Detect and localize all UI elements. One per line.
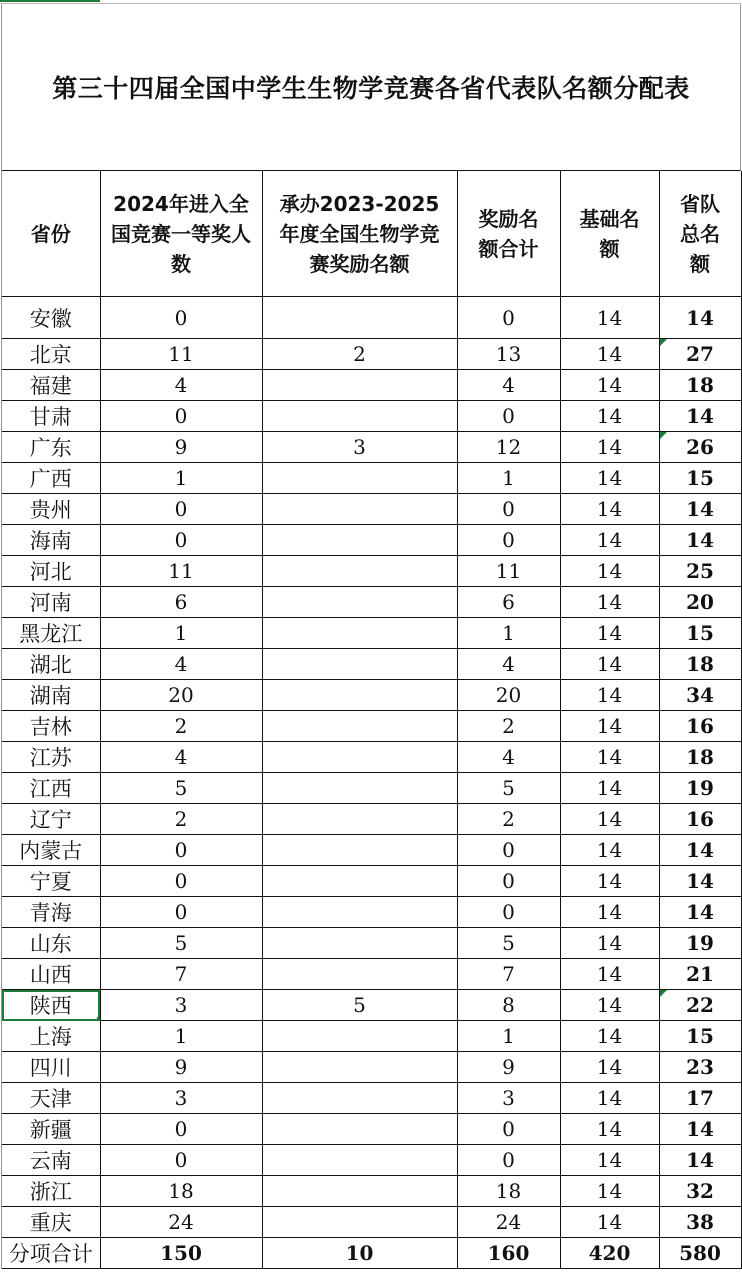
first-prize-cell[interactable]: 1 bbox=[100, 463, 262, 494]
base-quota-cell[interactable]: 14 bbox=[560, 525, 659, 556]
header-base-quota[interactable]: 基础名额 bbox=[560, 171, 659, 297]
base-quota-cell[interactable]: 14 bbox=[560, 370, 659, 401]
base-quota-cell[interactable]: 14 bbox=[560, 959, 659, 990]
table-row bbox=[2, 928, 741, 959]
province-cell[interactable]: 浙江 bbox=[2, 1176, 100, 1207]
team-total-value: 27 bbox=[686, 342, 714, 366]
header-province[interactable]: 省份 bbox=[2, 171, 100, 297]
team-total-cell[interactable]: 19 bbox=[659, 928, 741, 959]
summary-label[interactable]: 分项合计 bbox=[2, 1238, 100, 1269]
award-total-cell[interactable]: 1 bbox=[457, 1021, 560, 1052]
team-total-cell[interactable]: 16 bbox=[659, 711, 741, 742]
first-prize-cell[interactable]: 24 bbox=[100, 1207, 262, 1238]
base-quota-cell[interactable]: 14 bbox=[560, 680, 659, 711]
base-quota-cell[interactable]: 14 bbox=[560, 618, 659, 649]
award-total-cell[interactable]: 1 bbox=[457, 463, 560, 494]
award-total-cell[interactable]: 0 bbox=[457, 297, 560, 339]
table-row bbox=[2, 1176, 741, 1207]
host-bonus-cell[interactable] bbox=[262, 401, 457, 432]
team-total-cell[interactable]: 20 bbox=[659, 587, 741, 618]
province-cell[interactable]: 山东 bbox=[2, 928, 100, 959]
first-prize-cell[interactable]: 7 bbox=[100, 959, 262, 990]
award-total-cell[interactable]: 0 bbox=[457, 494, 560, 525]
award-total-cell[interactable]: 0 bbox=[457, 866, 560, 897]
host-bonus-cell[interactable] bbox=[262, 1021, 457, 1052]
base-quota-cell[interactable]: 14 bbox=[560, 401, 659, 432]
team-total-cell[interactable]: 14 bbox=[659, 525, 741, 556]
table-row bbox=[2, 297, 741, 339]
award-total-cell[interactable]: 4 bbox=[457, 649, 560, 680]
award-total-cell[interactable]: 0 bbox=[457, 835, 560, 866]
host-bonus-cell[interactable] bbox=[262, 1114, 457, 1145]
first-prize-cell[interactable]: 0 bbox=[100, 866, 262, 897]
team-total-cell[interactable]: 15 bbox=[659, 463, 741, 494]
base-quota-cell[interactable]: 14 bbox=[560, 742, 659, 773]
host-bonus-cell[interactable] bbox=[262, 1145, 457, 1176]
first-prize-cell[interactable]: 0 bbox=[100, 494, 262, 525]
first-prize-cell[interactable]: 4 bbox=[100, 370, 262, 401]
first-prize-cell[interactable]: 4 bbox=[100, 649, 262, 680]
comment-indicator-icon bbox=[660, 339, 667, 346]
base-quota-cell[interactable]: 14 bbox=[560, 1207, 659, 1238]
team-total-cell[interactable]: 18 bbox=[659, 742, 741, 773]
first-prize-cell[interactable]: 0 bbox=[100, 835, 262, 866]
host-bonus-cell[interactable] bbox=[262, 866, 457, 897]
host-bonus-cell[interactable] bbox=[262, 587, 457, 618]
team-total-cell[interactable]: 16 bbox=[659, 804, 741, 835]
province-cell[interactable]: 贵州 bbox=[2, 494, 100, 525]
team-total-value: 22 bbox=[686, 993, 714, 1017]
base-quota-cell[interactable]: 14 bbox=[560, 773, 659, 804]
first-prize-cell[interactable]: 2 bbox=[100, 711, 262, 742]
province-cell[interactable]: 河北 bbox=[2, 556, 100, 587]
first-prize-cell[interactable]: 0 bbox=[100, 1114, 262, 1145]
first-prize-cell[interactable]: 2 bbox=[100, 804, 262, 835]
table-row bbox=[2, 1083, 741, 1114]
host-bonus-cell[interactable] bbox=[262, 1207, 457, 1238]
first-prize-cell[interactable]: 3 bbox=[100, 1083, 262, 1114]
table-row bbox=[2, 432, 741, 463]
host-bonus-cell[interactable]: 5 bbox=[262, 990, 457, 1021]
province-cell[interactable]: 上海 bbox=[2, 1021, 100, 1052]
base-quota-cell[interactable]: 14 bbox=[560, 649, 659, 680]
base-quota-cell[interactable]: 14 bbox=[560, 432, 659, 463]
base-quota-cell[interactable]: 14 bbox=[560, 339, 659, 370]
team-total-cell[interactable]: 38 bbox=[659, 1207, 741, 1238]
award-total-cell[interactable]: 4 bbox=[457, 370, 560, 401]
table-row bbox=[2, 866, 741, 897]
header-first-prize[interactable]: 2024年进入全国竞赛一等奖人数 bbox=[100, 171, 262, 297]
award-total-cell[interactable]: 0 bbox=[457, 1145, 560, 1176]
table-row bbox=[2, 618, 741, 649]
award-total-cell[interactable]: 13 bbox=[457, 339, 560, 370]
province-cell[interactable]: 甘肃 bbox=[2, 401, 100, 432]
team-total-cell[interactable]: 32 bbox=[659, 1176, 741, 1207]
host-bonus-cell[interactable]: 3 bbox=[262, 432, 457, 463]
host-bonus-cell[interactable] bbox=[262, 804, 457, 835]
base-quota-cell[interactable]: 14 bbox=[560, 804, 659, 835]
award-total-cell[interactable]: 20 bbox=[457, 680, 560, 711]
province-cell[interactable]: 北京 bbox=[2, 339, 100, 370]
host-bonus-cell[interactable] bbox=[262, 1176, 457, 1207]
award-total-cell[interactable]: 2 bbox=[457, 711, 560, 742]
province-cell[interactable]: 江西 bbox=[2, 773, 100, 804]
first-prize-cell[interactable]: 9 bbox=[100, 1052, 262, 1083]
host-bonus-cell[interactable] bbox=[262, 711, 457, 742]
host-bonus-cell[interactable] bbox=[262, 649, 457, 680]
host-bonus-cell[interactable] bbox=[262, 618, 457, 649]
base-quota-cell[interactable]: 14 bbox=[560, 835, 659, 866]
province-cell[interactable]: 宁夏 bbox=[2, 866, 100, 897]
table-row bbox=[2, 556, 741, 587]
first-prize-cell[interactable]: 20 bbox=[100, 680, 262, 711]
award-total-cell[interactable]: 1 bbox=[457, 618, 560, 649]
award-total-cell[interactable]: 0 bbox=[457, 1114, 560, 1145]
table-row bbox=[2, 773, 741, 804]
award-total-cell[interactable]: 24 bbox=[457, 1207, 560, 1238]
base-quota-cell[interactable]: 14 bbox=[560, 897, 659, 928]
table-row bbox=[2, 835, 741, 866]
host-bonus-cell[interactable] bbox=[262, 556, 457, 587]
host-bonus-cell[interactable] bbox=[262, 928, 457, 959]
host-bonus-cell[interactable] bbox=[262, 525, 457, 556]
base-quota-cell[interactable]: 14 bbox=[560, 1052, 659, 1083]
table-row bbox=[2, 742, 741, 773]
host-bonus-cell[interactable] bbox=[262, 680, 457, 711]
province-cell[interactable]: 天津 bbox=[2, 1083, 100, 1114]
summary-row bbox=[2, 1238, 741, 1269]
first-prize-cell[interactable]: 0 bbox=[100, 525, 262, 556]
first-prize-cell[interactable]: 0 bbox=[100, 297, 262, 339]
team-total-cell[interactable]: 19 bbox=[659, 773, 741, 804]
province-cell[interactable] bbox=[2, 990, 100, 1021]
province-cell[interactable]: 黑龙江 bbox=[2, 618, 100, 649]
award-total-cell[interactable]: 12 bbox=[457, 432, 560, 463]
team-total-cell[interactable]: 25 bbox=[659, 556, 741, 587]
first-prize-cell[interactable]: 1 bbox=[100, 618, 262, 649]
table-row bbox=[2, 494, 741, 525]
award-total-cell[interactable]: 7 bbox=[457, 959, 560, 990]
team-total-cell[interactable]: 14 bbox=[659, 835, 741, 866]
province-cell[interactable]: 青海 bbox=[2, 897, 100, 928]
award-total-cell[interactable]: 5 bbox=[457, 928, 560, 959]
award-total-cell[interactable]: 3 bbox=[457, 1083, 560, 1114]
award-total-cell[interactable]: 2 bbox=[457, 804, 560, 835]
award-total-cell[interactable]: 0 bbox=[457, 401, 560, 432]
province-value: 陕西 bbox=[29, 994, 72, 1018]
team-total-cell[interactable]: 14 bbox=[659, 1145, 741, 1176]
table-row bbox=[2, 897, 741, 928]
table-row bbox=[2, 1145, 741, 1176]
team-total-value: 26 bbox=[686, 435, 714, 459]
base-quota-cell[interactable]: 14 bbox=[560, 1083, 659, 1114]
base-quota-cell[interactable]: 14 bbox=[560, 1176, 659, 1207]
base-quota-cell[interactable]: 14 bbox=[560, 1114, 659, 1145]
province-cell[interactable]: 山西 bbox=[2, 959, 100, 990]
table-row bbox=[2, 680, 741, 711]
base-quota-cell[interactable]: 14 bbox=[560, 866, 659, 897]
province-cell[interactable]: 海南 bbox=[2, 525, 100, 556]
header-team-total[interactable]: 省队总名额 bbox=[659, 171, 741, 297]
table-row bbox=[2, 401, 741, 432]
team-total-cell[interactable]: 14 bbox=[659, 401, 741, 432]
first-prize-cell[interactable]: 9 bbox=[100, 432, 262, 463]
team-total-cell[interactable]: 23 bbox=[659, 1052, 741, 1083]
table-row bbox=[2, 1207, 741, 1238]
comment-indicator-icon bbox=[660, 990, 667, 997]
province-cell[interactable]: 内蒙古 bbox=[2, 835, 100, 866]
header-row bbox=[2, 171, 741, 297]
table-row bbox=[2, 370, 741, 401]
province-cell[interactable]: 吉林 bbox=[2, 711, 100, 742]
first-prize-cell[interactable]: 4 bbox=[100, 742, 262, 773]
table-row bbox=[2, 525, 741, 556]
team-total-cell[interactable]: 15 bbox=[659, 1021, 741, 1052]
table-row bbox=[2, 1021, 741, 1052]
province-cell[interactable]: 湖北 bbox=[2, 649, 100, 680]
host-bonus-cell[interactable] bbox=[262, 897, 457, 928]
fill-handle[interactable] bbox=[97, 1017, 101, 1021]
team-total-cell[interactable]: 15 bbox=[659, 618, 741, 649]
host-bonus-cell[interactable] bbox=[262, 835, 457, 866]
summary-host-bonus[interactable]: 10 bbox=[262, 1238, 457, 1269]
table-row bbox=[2, 587, 741, 618]
allocation-table bbox=[2, 171, 742, 1269]
team-total-cell[interactable]: 18 bbox=[659, 370, 741, 401]
host-bonus-cell[interactable]: 2 bbox=[262, 339, 457, 370]
award-total-cell[interactable]: 9 bbox=[457, 1052, 560, 1083]
province-cell[interactable]: 河南 bbox=[2, 587, 100, 618]
team-total-cell[interactable]: 14 bbox=[659, 297, 741, 339]
base-quota-cell[interactable]: 14 bbox=[560, 494, 659, 525]
host-bonus-cell[interactable] bbox=[262, 773, 457, 804]
base-quota-cell[interactable]: 14 bbox=[560, 297, 659, 339]
base-quota-cell[interactable]: 14 bbox=[560, 556, 659, 587]
base-quota-cell[interactable]: 14 bbox=[560, 990, 659, 1021]
host-bonus-cell[interactable] bbox=[262, 370, 457, 401]
active-cell-indicator bbox=[0, 0, 100, 2]
base-quota-cell[interactable]: 14 bbox=[560, 587, 659, 618]
header-host-bonus[interactable]: 承办2023-2025年度全国生物学竞赛奖励名额 bbox=[262, 171, 457, 297]
first-prize-cell[interactable]: 3 bbox=[100, 990, 262, 1021]
team-total-cell[interactable]: 21 bbox=[659, 959, 741, 990]
first-prize-cell[interactable]: 11 bbox=[100, 339, 262, 370]
first-prize-cell[interactable]: 11 bbox=[100, 556, 262, 587]
table-row bbox=[2, 1114, 741, 1145]
team-total-cell[interactable]: 14 bbox=[659, 1114, 741, 1145]
award-total-cell[interactable]: 6 bbox=[457, 587, 560, 618]
host-bonus-cell[interactable] bbox=[262, 297, 457, 339]
team-total-cell[interactable]: 14 bbox=[659, 494, 741, 525]
province-cell[interactable]: 新疆 bbox=[2, 1114, 100, 1145]
award-total-cell[interactable]: 4 bbox=[457, 742, 560, 773]
province-cell[interactable]: 福建 bbox=[2, 370, 100, 401]
team-total-cell[interactable]: 34 bbox=[659, 680, 741, 711]
province-cell[interactable]: 四川 bbox=[2, 1052, 100, 1083]
host-bonus-cell[interactable] bbox=[262, 1052, 457, 1083]
province-cell[interactable]: 安徽 bbox=[2, 297, 100, 339]
first-prize-cell[interactable]: 0 bbox=[100, 401, 262, 432]
province-cell[interactable]: 重庆 bbox=[2, 1207, 100, 1238]
summary-base-quota[interactable]: 420 bbox=[560, 1238, 659, 1269]
table-row bbox=[2, 463, 741, 494]
sheet-title[interactable]: 第三十四届全国中学生生物学竞赛各省代表队名额分配表 bbox=[2, 4, 741, 171]
team-total-cell[interactable]: 14 bbox=[659, 897, 741, 928]
host-bonus-cell[interactable] bbox=[262, 463, 457, 494]
table-row bbox=[2, 339, 741, 370]
first-prize-cell[interactable]: 5 bbox=[100, 928, 262, 959]
province-cell[interactable]: 江苏 bbox=[2, 742, 100, 773]
team-total-cell[interactable] bbox=[659, 339, 741, 370]
first-prize-cell[interactable]: 0 bbox=[100, 1145, 262, 1176]
host-bonus-cell[interactable] bbox=[262, 494, 457, 525]
award-total-cell[interactable]: 5 bbox=[457, 773, 560, 804]
first-prize-cell[interactable]: 18 bbox=[100, 1176, 262, 1207]
first-prize-cell[interactable]: 1 bbox=[100, 1021, 262, 1052]
province-cell[interactable]: 广西 bbox=[2, 463, 100, 494]
table-row bbox=[2, 649, 741, 680]
award-total-cell[interactable]: 11 bbox=[457, 556, 560, 587]
table-row bbox=[2, 1052, 741, 1083]
base-quota-cell[interactable]: 14 bbox=[560, 1145, 659, 1176]
award-total-cell[interactable]: 18 bbox=[457, 1176, 560, 1207]
base-quota-cell[interactable]: 14 bbox=[560, 711, 659, 742]
table-row bbox=[2, 990, 741, 1021]
team-total-cell[interactable]: 14 bbox=[659, 866, 741, 897]
first-prize-cell[interactable]: 6 bbox=[100, 587, 262, 618]
table-row bbox=[2, 959, 741, 990]
first-prize-cell[interactable]: 5 bbox=[100, 773, 262, 804]
summary-award-total[interactable]: 160 bbox=[457, 1238, 560, 1269]
award-total-cell[interactable]: 8 bbox=[457, 990, 560, 1021]
team-total-cell[interactable] bbox=[659, 990, 741, 1021]
summary-team-total[interactable]: 580 bbox=[659, 1238, 741, 1269]
table-row bbox=[2, 804, 741, 835]
table-row bbox=[2, 711, 741, 742]
host-bonus-cell[interactable] bbox=[262, 959, 457, 990]
host-bonus-cell[interactable] bbox=[262, 1083, 457, 1114]
team-total-cell[interactable]: 17 bbox=[659, 1083, 741, 1114]
spreadsheet bbox=[1, 3, 741, 1269]
award-total-cell[interactable]: 0 bbox=[457, 525, 560, 556]
province-cell[interactable]: 云南 bbox=[2, 1145, 100, 1176]
base-quota-cell[interactable]: 14 bbox=[560, 463, 659, 494]
province-cell[interactable]: 湖南 bbox=[2, 680, 100, 711]
base-quota-cell[interactable]: 14 bbox=[560, 1021, 659, 1052]
header-award-total[interactable]: 奖励名额合计 bbox=[457, 171, 560, 297]
comment-indicator-icon bbox=[660, 432, 667, 439]
base-quota-cell[interactable]: 14 bbox=[560, 928, 659, 959]
summary-first-prize[interactable]: 150 bbox=[100, 1238, 262, 1269]
award-total-cell[interactable]: 0 bbox=[457, 897, 560, 928]
host-bonus-cell[interactable] bbox=[262, 742, 457, 773]
province-cell[interactable]: 辽宁 bbox=[2, 804, 100, 835]
first-prize-cell[interactable]: 0 bbox=[100, 897, 262, 928]
team-total-cell[interactable] bbox=[659, 432, 741, 463]
province-cell[interactable]: 广东 bbox=[2, 432, 100, 463]
team-total-cell[interactable]: 18 bbox=[659, 649, 741, 680]
